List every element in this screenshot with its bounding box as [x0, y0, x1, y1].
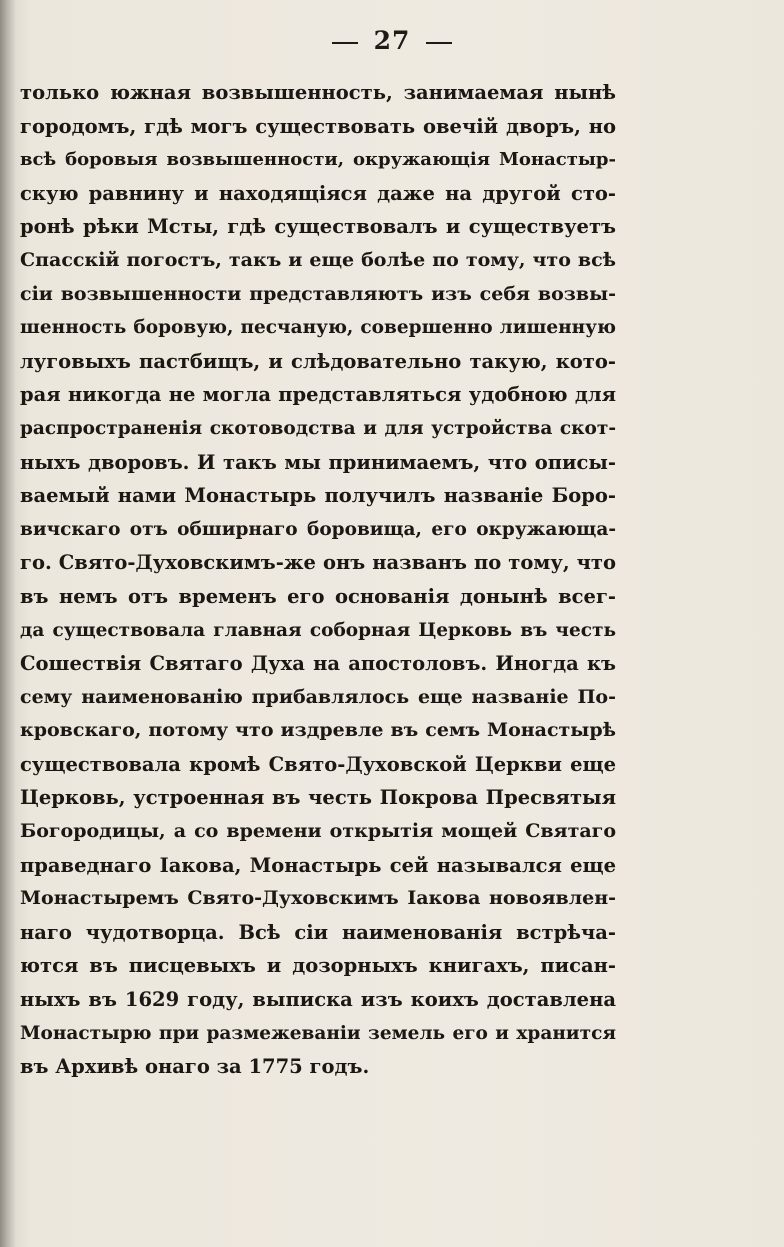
- body-paragraph: [20, 76, 616, 1084]
- text-line: сему наименованію прибавлялось еще названіе По-: [20, 685, 616, 708]
- text-line: сіи возвышенности представляютъ изъ себя возвы-: [20, 282, 616, 305]
- text-line: скую равнину и находящіяся даже на другой сто-: [20, 181, 616, 205]
- text-line: шенность боровую, песчаную, совершенно лишенную: [20, 317, 616, 339]
- text-line: Богородицы, а со времени открытія мощей Святаго: [20, 820, 616, 843]
- text-line: наго чудотворца. Всѣ сіи наименованія встрѣча-: [20, 920, 616, 944]
- page-number: 27: [373, 26, 411, 55]
- text-line: луговыхъ пастбищъ, и слѣдовательно такую, кото-: [20, 349, 616, 373]
- text-line: праведнаго Іакова, Монастырь сей назывался еще: [20, 853, 616, 877]
- text-line: ронѣ рѣки Мсты, гдѣ существовалъ и существуетъ: [20, 215, 616, 239]
- header-dash-left: [332, 42, 358, 44]
- text-line: существовала кромѣ Свято-Духовской Церкви еще: [20, 752, 616, 776]
- text-line: распространенія скотоводства и для устройства скот-: [20, 417, 616, 439]
- text-line: ныхъ въ 1629 году, выписка изъ коихъ доставлена: [20, 988, 616, 1012]
- text-line: кровскаго, потому что издревле въ семъ Монастырѣ: [20, 719, 616, 742]
- text-line: Монастыремъ Свято-Духовскимъ Іакова новоявлен-: [20, 887, 616, 910]
- text-line: всѣ боровыя возвышенности, окружающія Монастыр-: [20, 149, 616, 171]
- text-line: Спасскій погостъ, такъ и еще болѣе по тому, что всѣ: [20, 248, 616, 271]
- header-dash-right: [426, 42, 452, 44]
- text-line: Церковь, устроенная въ честь Покрова Пресвятыя: [20, 786, 616, 810]
- text-line: ются въ писцевыхъ и дозорныхъ книгахъ, писан-: [20, 954, 616, 978]
- text-line: рая никогда не могла представляться удобною для: [20, 383, 616, 407]
- text-line: ныхъ дворовъ. И такъ мы принимаемъ, что описы-: [20, 450, 616, 474]
- text-line: ваемый нами Монастырь получилъ названіе Боро-: [20, 484, 616, 508]
- text-line: го. Свято-Духовскимъ-же онъ названъ по тому, что: [20, 551, 616, 575]
- page-header: [0, 26, 784, 55]
- text-line: городомъ, гдѣ могъ существовать овечій дворъ, но: [20, 114, 616, 138]
- text-line: вичскаго отъ обширнаго боровища, его окружающа-: [20, 518, 616, 540]
- text-line: только южная возвышенность, занимаемая нынѣ: [20, 81, 616, 104]
- text-line-last: въ Архивѣ онаго за 1775 годъ.: [20, 1055, 370, 1079]
- text-line: въ немъ отъ временъ его основанія донынѣ всег-: [20, 584, 616, 608]
- text-line: Сошествія Святаго Духа на апостоловъ. Иногда къ: [20, 652, 616, 676]
- text-line: да существовала главная соборная Церковь въ честь: [20, 619, 616, 641]
- text-line: Монастырю при размежеваніи земель его и хранится: [20, 1022, 616, 1044]
